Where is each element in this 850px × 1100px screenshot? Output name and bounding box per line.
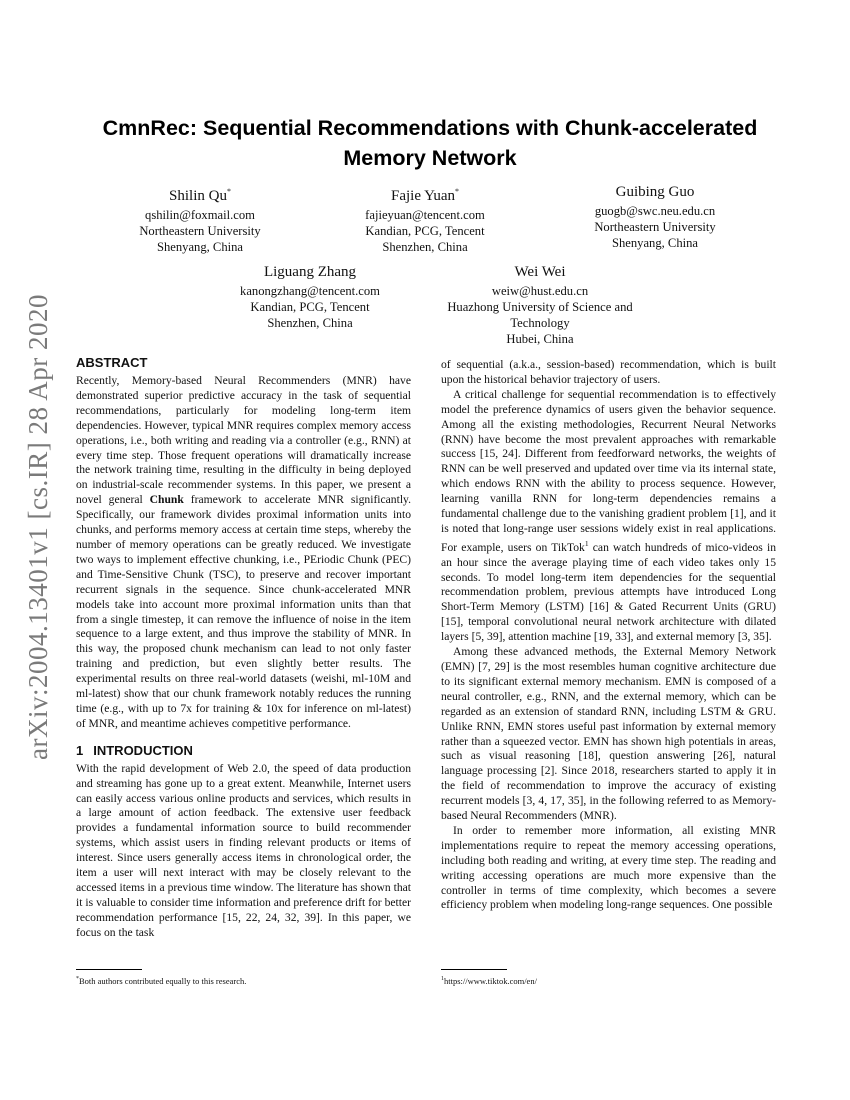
equal-contribution-mark: * <box>226 187 231 196</box>
author-affiliation: Kandian, PCG, Tencent <box>365 224 485 238</box>
title-line-2: Memory Network <box>343 146 517 170</box>
author-location: Shenzhen, China <box>382 240 468 254</box>
body-paragraph: of sequential (a.k.a., session-based) recommendation, which is built upon the historical behavior trajectory of users. <box>441 358 776 386</box>
author-block-5 <box>425 262 655 347</box>
arxiv-identifier: arXiv:2004.13401v1 [cs.IR] 28 Apr 2020 <box>23 294 53 760</box>
author-block-4 <box>205 262 415 331</box>
author-block-3 <box>550 182 760 251</box>
author-name: Shilin Qu* <box>169 187 231 204</box>
title-line-1: CmnRec: Sequential Recommendations with Chunk-accelerated <box>102 116 758 140</box>
footnote-marker: 1 <box>584 538 589 548</box>
right-column <box>441 358 776 913</box>
author-email: guogb@swc.neu.edu.cn <box>594 204 716 218</box>
section-number: 1 <box>76 742 84 758</box>
author-block-1 <box>95 182 305 255</box>
abstract-text: Recently, Memory-based Neural Recommenders (MNR) have demonstrated superior predictive accuracy in the task of sequential recommendations, particularly for modeling long-term item dependencies. However, typical MNR requires complex memory access operations, i.e., both writing and reading via a controller (e.g., RNN) at every time step. Those frequent operations will dramatically increase the network training time, resulting in the difficulty in being deployed on industrial-scale recommender systems. In this paper, we present a novel general Chunk framework to accelerate MNR significantly. Specifically, our framework divides proximal information units into chunks, and performs memory access at certain time steps, whereby the number of memory operations can be greatly reduced. We investigate two ways to implement effective chunking, i.e., PEriodic Chunk (PEC) and Time-Sensitive Chunk (TSC), to preserve and recover important recurrent signals in the sequence. Since chunk-accelerated MNR models take into account more proximal information units than that from a single timestep, it can remove the influence of noise in the item sequence to a large extent, and thus improve the stability of MNR. In this way, the proposed chunk mechanism can lead to not only faster training and prediction, but even slightly better results. The experimental results on three real-world datasets (weishi, ml-10M and ml-latest) show that our chunk framework notably reduces the running time (e.g., with up to 7x for training & 10x for inference on ml-latest) of MNR, and meantime achieves competitive performance. <box>76 374 411 730</box>
author-name: Wei Wei <box>514 264 566 280</box>
author-affiliation: Huazhong University of Science and <box>447 300 633 314</box>
author-email: qshilin@foxmail.com <box>145 208 255 222</box>
author-affiliation: Northeastern University <box>139 224 261 238</box>
author-affiliation-cont: Technology <box>510 316 570 330</box>
author-name: Fajie Yuan* <box>390 187 459 204</box>
body-paragraph: Among these advanced methods, the External Memory Network (EMN) [7, 29] is the most resembles human cognitive architecture due to its significant external memory mechanism. EMN is composed of a neural controller, e.g., RNN, and the external memory, which can be regarded as an extension of standard RNN, including LSTM & GRU. Unlike RNN, EMN stores useful past information by external memory rather than a squeezed vector. EMN has shown high potentials in areas, such as visual reasoning [18], question answering [26], natural language processing [2]. Since 2018, researchers started to apply it in the field of recommendation to improve the accuracy of existing recurrent models [3, 4, 17, 35], in the following referred to as Memory-based Neural Recommenders (MNR). <box>441 645 776 823</box>
body-paragraph: A critical challenge for sequential recommendation is to effectively model the preference dynamics of users given the behavior sequence. Among all the existing methodologies, Recurrent Neural Networks (RNN) have become the most prevalent approaches with remarkable success [15, 24]. Different from feedforward networks, the weights of RNN can be well preserved and updated over time via its internal state, which endows RNN with the ability to process sequence. However, learning vanilla RNN for long-term dependencies remains a fundamental challenge due to the vanishing gradient problem [1], and it is noted that long-range user sessions widely exist in real applications. For example, users on TikTok$^1$ can watch hundreds of mico-videos in an hour since the average playing time of each video takes only 15 seconds. To model long-term item dependencies for the sequential recommendation problem, previous attempts have introduced Long Short-Term Memory (LSTM) [16] & Gated Recurrent Units (GRU) [15], temporal convolutional neural network architecture with dilated layers [5, 39], attention machine [19, 33], and external memory [3, 35]. <box>441 387 777 644</box>
author-affiliation: Northeastern University <box>594 220 716 234</box>
abstract-heading: ABSTRACT <box>76 355 148 370</box>
paper-title <box>60 113 800 173</box>
introduction-heading: 1 INTRODUCTION <box>76 742 193 758</box>
body-paragraph: In order to remember more information, all existing MNR implementations require to repeat the memory accessing operations, including both reading and writing, at every time step. The reading and writing accessing operations are much more expensive than the controller in terms of time complexity, which becomes a severe efficiency problem when modeling long-range sequences. One possible <box>441 823 776 912</box>
author-location: Shenyang, China <box>611 236 699 250</box>
equal-contribution-mark: * <box>455 187 459 196</box>
author-block-2 <box>320 182 530 255</box>
author-location: Shenyang, China <box>156 240 244 254</box>
footnote-rule-right <box>441 969 507 970</box>
footnote-right: $^1$https://www.tiktok.com/en/ <box>441 975 537 986</box>
author-location: Hubei, China <box>506 332 574 346</box>
author-email: fajieyuan@tencent.com <box>365 208 485 222</box>
author-name: Guibing Guo <box>615 184 695 200</box>
left-column <box>76 354 411 941</box>
footnote-rule-left <box>76 969 142 970</box>
author-email: weiw@hust.edu.cn <box>491 284 589 298</box>
footnote-left: *Both authors contributed equally to this research. <box>76 975 247 986</box>
author-email: kanongzhang@tencent.com <box>240 284 380 298</box>
abstract-bold-term: Chunk <box>149 493 184 507</box>
introduction-paragraph: With the rapid development of Web 2.0, the speed of data production and streaming has gone up to a great extent. Meanwhile, Internet users can easily access various online products and services, which results in a large amount of action feedback. The extensive user feedback provides a fundamental information source to build recommender systems, which assist users in finding relevant products or items of interest. Since users generally access items in chronological order, the item a user will next interact with may be closely relevant to the accessed items in a previous time window. The literature has shown that it is valuable to consider time information and preference drift for better recommendation performance [15, 22, 24, 32, 39]. In this paper, we focus on the task <box>76 761 411 939</box>
author-location: Shenzhen, China <box>267 316 353 330</box>
author-name: Liguang Zhang <box>263 264 357 280</box>
author-affiliation: Kandian, PCG, Tencent <box>250 300 370 314</box>
